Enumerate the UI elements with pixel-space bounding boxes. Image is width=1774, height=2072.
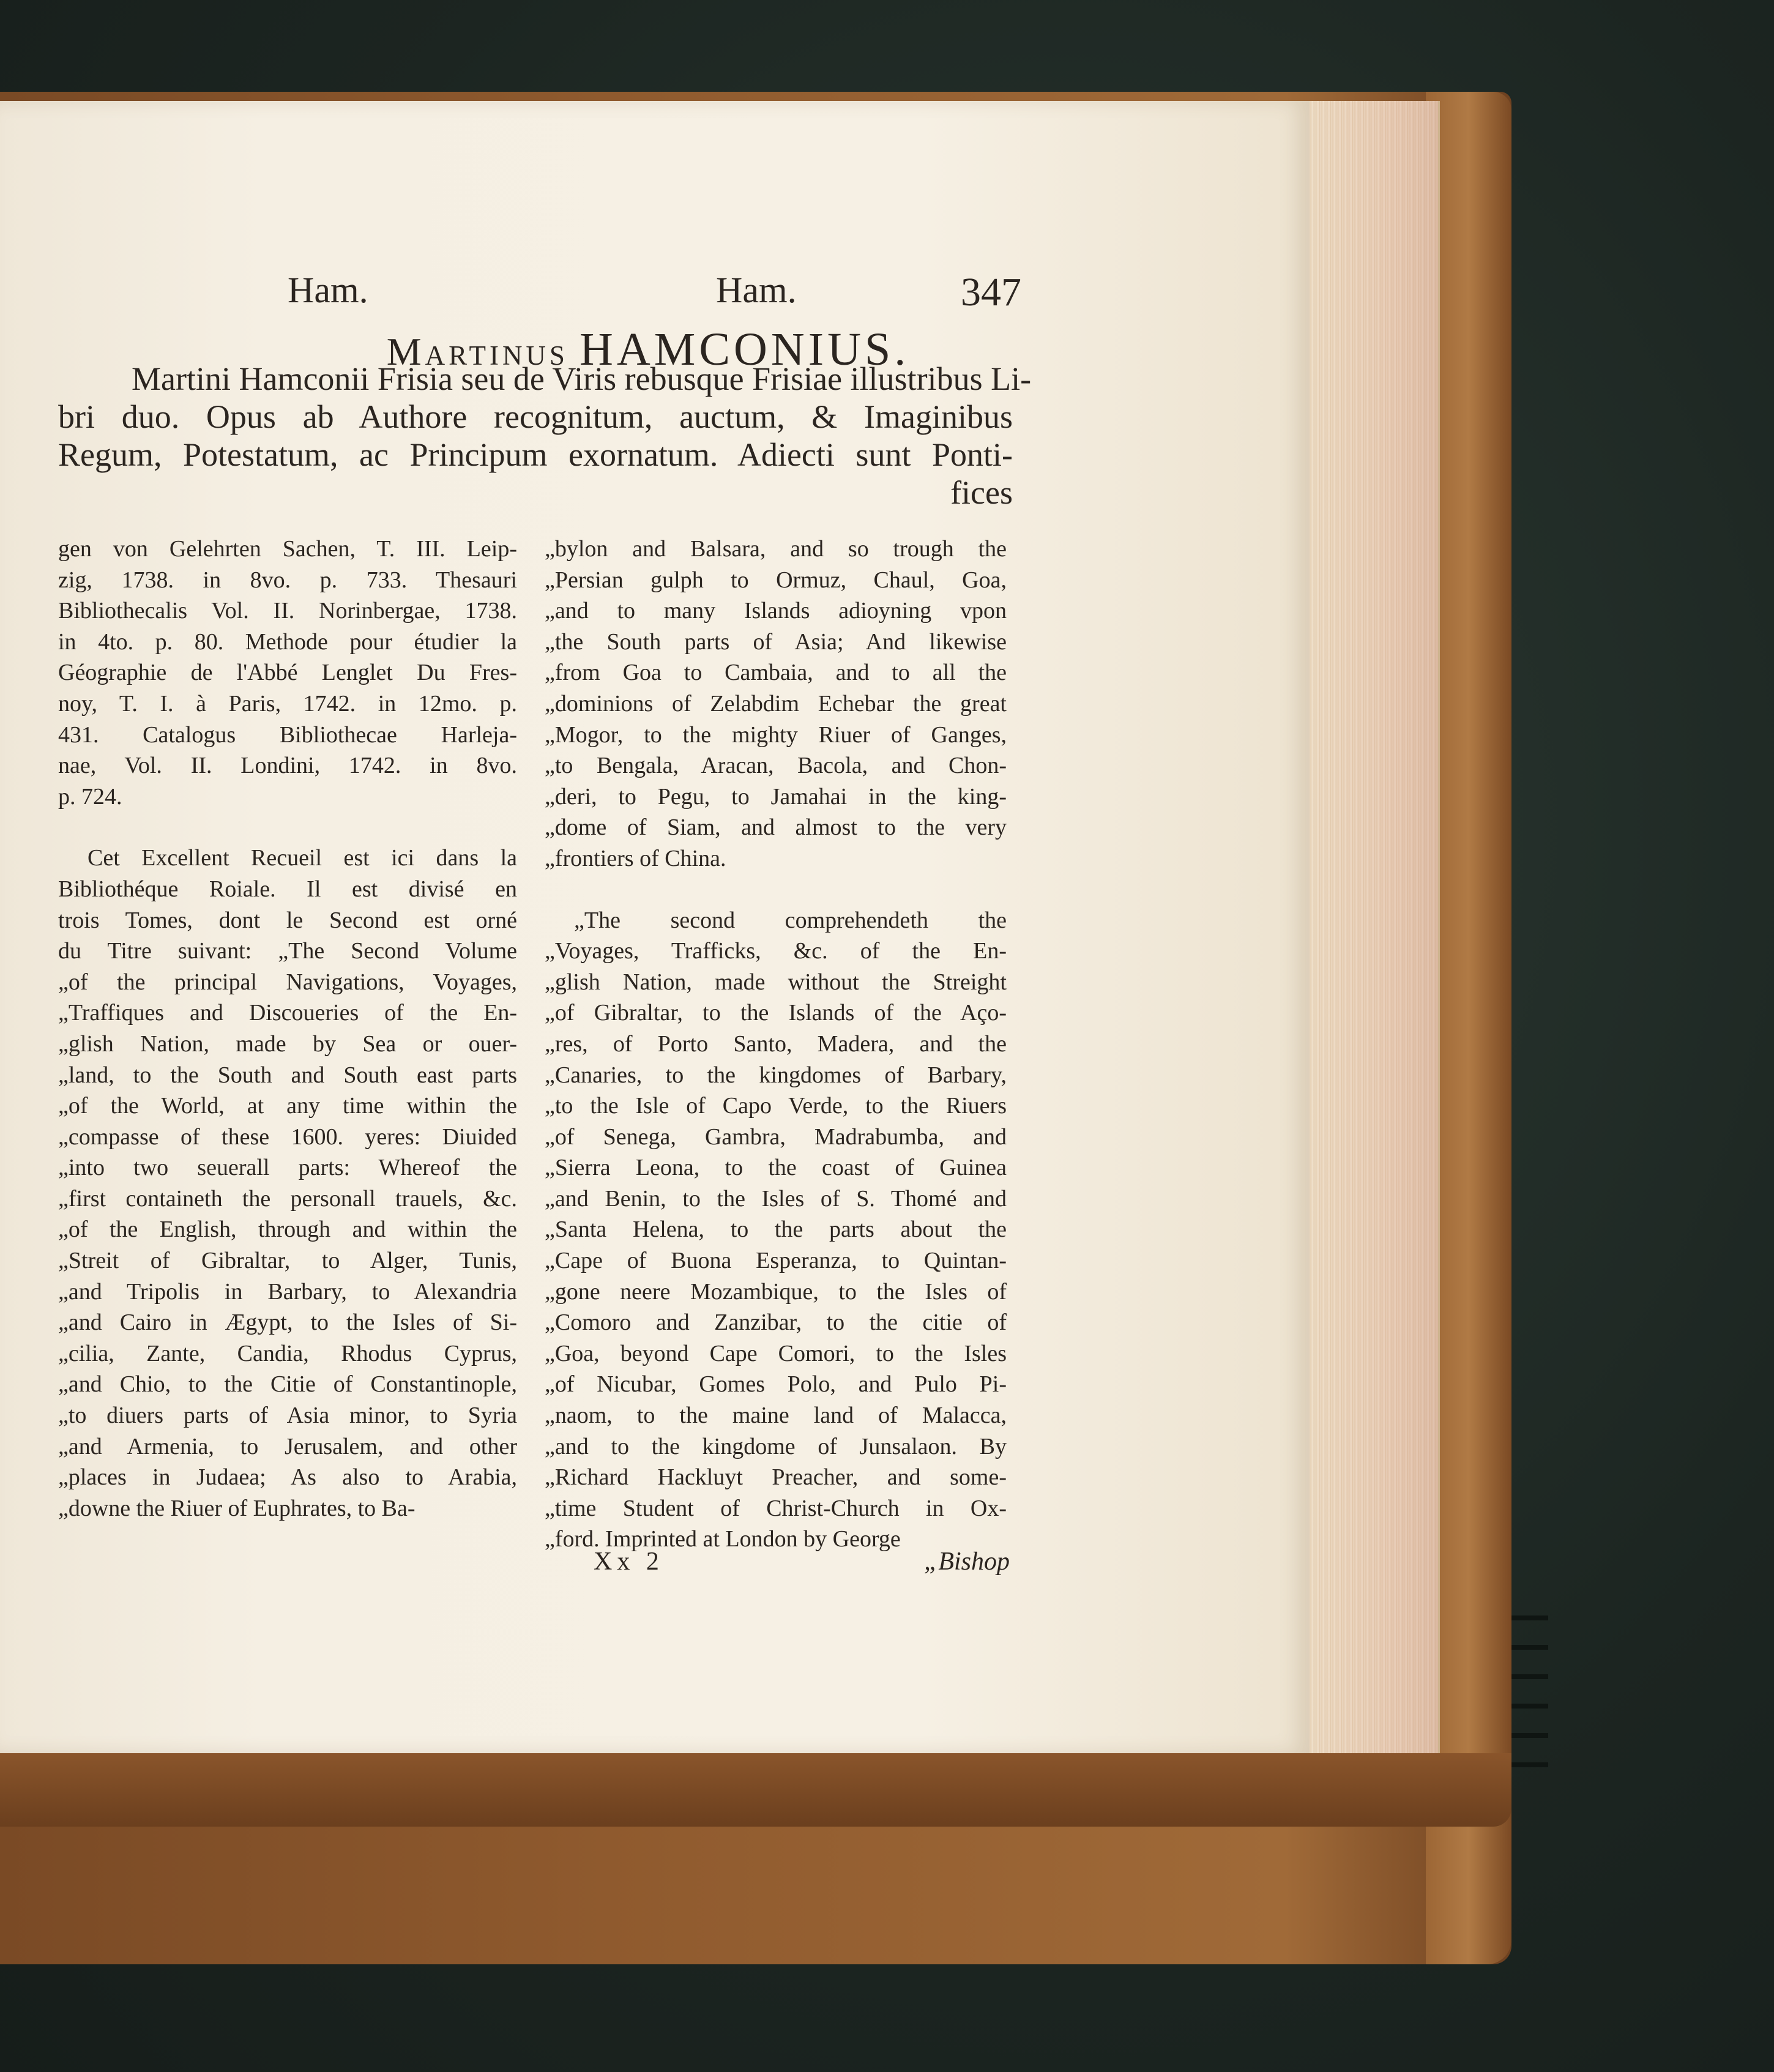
text-line: p. 724. [58,783,122,810]
text-line: „land, to the South and South east parts [58,1062,517,1088]
text-line: „of Nicubar, Gomes Polo, and Pulo Pi- [545,1371,1007,1398]
text-line: „Sierra Leona, to the coast of Guinea [545,1155,1007,1181]
text-line: „time Student of Christ-Church in Ox- [545,1495,1007,1521]
text-line: „into two seuerall parts: Whereof the [58,1155,517,1181]
header-left: Ham. [288,270,368,310]
text-line: „bylon and Balsara, and so trough the [545,536,1007,562]
text-line: „glish Nation, made by Sea or ouer- [58,1030,517,1057]
text-line: „Voyages, Trafficks, &c. of the En- [545,938,1007,964]
text-line: „dominions of Zelabdim Echebar the great [545,690,1007,717]
intro-line: Regum, Potestatum, ac Principum exornatum. Adiecti sunt Ponti- [58,436,1013,473]
text-line: „and Cairo in Ægypt, to the Isles of Si- [58,1310,517,1336]
text-line: „and Chio, to the Citie of Constantinople, [58,1371,517,1398]
page-footer [594,1547,1010,1584]
text-line: nae, Vol. II. Londini, 1742. in 8vo. [58,753,517,779]
text-line: „gone neere Mozambique, to the Isles of [545,1278,1007,1305]
text-line: „Canaries, to the kingdomes of Barbary, [545,1062,1007,1088]
text-line: „Goa, beyond Cape Comori, to the Isles [545,1340,1007,1366]
paragraph-gap [545,874,1007,905]
text-line: „The second comprehendeth the [574,907,1007,933]
text-line: „to the Isle of Capo Verde, to the Riuers [545,1093,1007,1119]
text-line: „Mogor, to the mighty Riuer of Ganges, [545,721,1007,748]
text-line: „Santa Helena, to the parts about the [545,1217,1007,1243]
text-line: „glish Nation, made without the Streight [545,969,1007,995]
header-center: Ham. [716,270,797,310]
text-line: „deri, to Pegu, to Jamahai in the king- [545,783,1007,810]
catchword: „Bishop [923,1548,1010,1576]
text-line: „and to the kingdome of Junsalaon. By [545,1433,1007,1459]
text-line: „the South parts of Asia; And likewise [545,628,1007,655]
title-surname: HAMCONIUS. [579,324,910,375]
text-line: Bibliothéque Roiale. Il est divisé en [58,876,517,902]
text-line: „Richard Hackluyt Preacher, and some- [545,1464,1007,1491]
entry-intro [58,360,1032,512]
text-line: gen von Gelehrten Sachen, T. III. Leip- [58,536,517,562]
text-line: „to diuers parts of Asia minor, to Syria [58,1403,517,1429]
text-line: trois Tomes, dont le Second est orné [58,907,517,933]
text-line: „and to many Islands adioyning vpon [545,598,1007,624]
right-column [545,534,1007,1555]
text-line: „res, of Porto Santo, Madera, and the [545,1030,1007,1057]
text-line: „Streit of Gibraltar, to Alger, Tunis, [58,1248,517,1274]
text-line: „downe the Riuer of Euphrates, to Ba- [58,1495,416,1521]
text-line: du Titre suivant: „The Second Volume [58,938,517,964]
intro-line: Martini Hamconii Frisia seu de Viris rebusque Frisiae illustribus Li- [132,360,1032,397]
text-line: „first containeth the personall trauels, &c. [58,1185,517,1212]
text-line: „of the English, through and within the [58,1217,517,1243]
signature-mark: Xx 2 [594,1548,664,1576]
text-line: „frontiers of China. [545,845,726,871]
background-marks [1511,1591,1548,1775]
text-line: „of the World, at any time within the [58,1093,517,1119]
text-line: „from Goa to Cambaia, and to all the [545,660,1007,686]
text-line: „ford. Imprinted at London by George [545,1526,901,1552]
text-line: Bibliothecalis Vol. II. Norinbergae, 1738. [58,598,517,624]
text-line: „places in Judaea; As also to Arabia, [58,1464,517,1491]
text-line: „Persian gulph to Ormuz, Chaul, Goa, [545,567,1007,593]
left-column [58,534,517,1524]
text-line: Cet Excellent Recueil est ici dans la [88,845,517,871]
page-number: 347 [961,270,1021,315]
paragraph-gap [58,812,517,843]
title-first-name: Martinus [386,330,568,373]
intro-line: bri duo. Opus ab Authore recognitum, auctum, & Imaginibus [58,398,1013,435]
running-header [288,269,1021,318]
text-line: „Cape of Buona Esperanza, to Quintan- [545,1248,1007,1274]
text-line: „compasse of these 1600. yeres: Diuided [58,1124,517,1150]
text-line: 431. Catalogus Bibliothecae Harleja- [58,721,517,748]
text-line: „Traffiques and Discoueries of the En- [58,1000,517,1026]
text-line: „dome of Siam, and almost to the very [545,814,1007,841]
text-line: Géographie de l'Abbé Lenglet Du Fres- [58,660,517,686]
text-line: „cilia, Zante, Candia, Rhodus Cyprus, [58,1340,517,1366]
text-line: „and Benin, to the Isles of S. Thomé and [545,1185,1007,1212]
text-line: „Comoro and Zanzibar, to the citie of [545,1310,1007,1336]
text-line: „of Gibraltar, to the Islands of the Aço- [545,1000,1007,1026]
text-line: noy, T. I. à Paris, 1742. in 12mo. p. [58,690,517,717]
intro-line: fices [950,474,1013,511]
text-line: in 4to. p. 80. Methode pour étudier la [58,628,517,655]
text-line: zig, 1738. in 8vo. p. 733. Thesauri [58,567,517,593]
text-line: „to Bengala, Aracan, Bacola, and Chon- [545,753,1007,779]
text-line: „and Tripolis in Barbary, to Alexandria [58,1278,517,1305]
text-line: „and Armenia, to Jerusalem, and other [58,1433,517,1459]
page-edges-tint [1303,101,1438,1753]
text-line: „of Senega, Gambra, Madrabumba, and [545,1124,1007,1150]
text-line: „of the principal Navigations, Voyages, [58,969,517,995]
text-line: „naom, to the maine land of Malacca, [545,1403,1007,1429]
cover-bottom [0,1753,1511,1827]
